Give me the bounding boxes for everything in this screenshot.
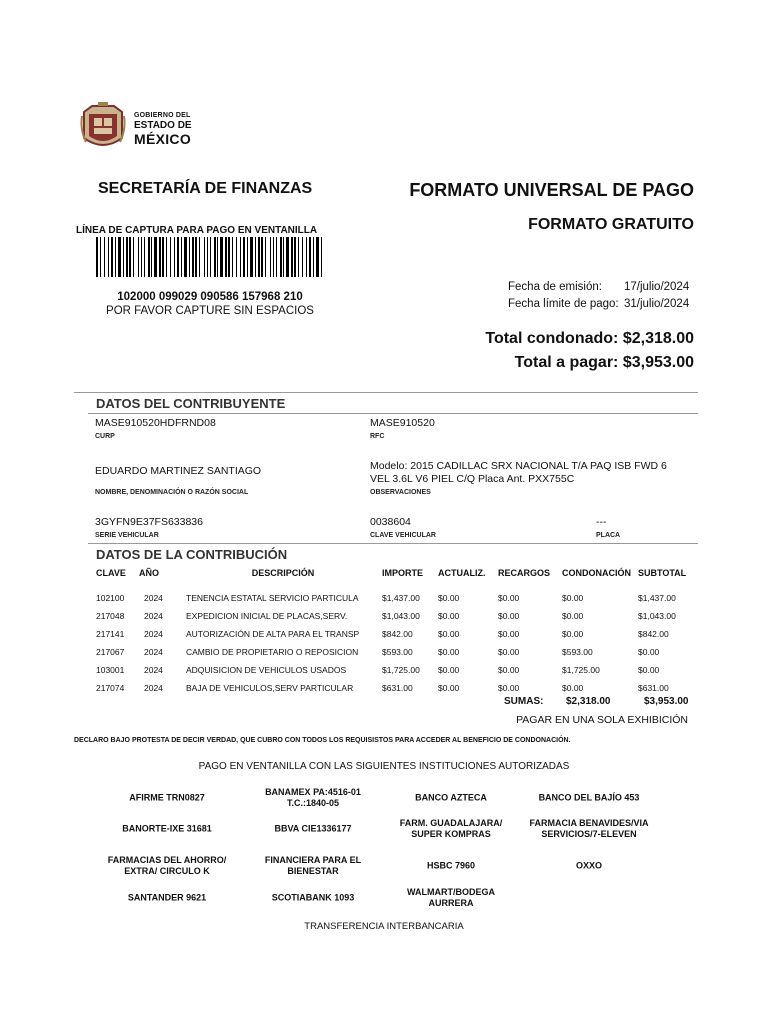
table-row [88, 643, 696, 661]
placa-label: PLACA [596, 532, 621, 539]
table-cell: 217067 [96, 647, 125, 657]
barcode-bar [126, 237, 128, 277]
column-header: CLAVE [96, 568, 126, 578]
logo-line-1: GOBIERNO DEL [134, 112, 191, 119]
barcode-bar [313, 237, 314, 277]
barcode-bar [225, 237, 227, 277]
observaciones-label: OBSERVACIONES [370, 489, 431, 496]
barcode-bar [144, 237, 145, 277]
table-header-row [88, 567, 696, 589]
fecha-limite-label: Fecha límite de pago: [508, 298, 619, 310]
institucion-item: FARMACIAS DEL AHORRO/ EXTRA/ CIRCULO K [107, 855, 227, 876]
barcode-bar [162, 237, 164, 277]
table-row [88, 679, 696, 697]
table-cell: $0.00 [438, 683, 460, 693]
clave-vehicular-value: 0038604 [370, 516, 411, 528]
table-cell: $0.00 [498, 647, 520, 657]
estado-de-mexico-logo [80, 102, 126, 154]
barcode-bar [220, 237, 223, 277]
table-cell: $1,725.00 [562, 665, 600, 675]
linea-captura-title: LÍNEA DE CAPTURA PARA PAGO EN VENTANILLA [76, 225, 318, 236]
barcode-bar [232, 237, 233, 277]
column-header: AÑO [139, 568, 159, 578]
barcode-bar [170, 237, 171, 277]
barcode-bar [96, 237, 98, 277]
barcode-bar [240, 237, 241, 277]
table-cell: $593.00 [562, 647, 593, 657]
barcode-bar [276, 237, 277, 277]
institucion-item: OXXO [575, 860, 602, 871]
table-cell: $0.00 [498, 629, 520, 639]
table-cell: $0.00 [438, 629, 460, 639]
table-cell: $842.00 [638, 629, 669, 639]
institucion-item: BANAMEX PA:4516-01 T.C.:1840-05 [265, 787, 361, 808]
table-cell: 103001 [96, 665, 125, 675]
barcode-bar [148, 237, 150, 277]
table-cell: $1,043.00 [382, 611, 420, 621]
table-cell: TENENCIA ESTATAL SERVICIO PARTICULA [186, 593, 359, 603]
barcode-bar [111, 237, 113, 277]
barcode-bar [177, 237, 179, 277]
table-cell: $1,437.00 [382, 593, 420, 603]
table-cell: $593.00 [382, 647, 413, 657]
table-row [88, 625, 696, 643]
institucion-item: BBVA CIE1336177 [274, 823, 352, 834]
document-title: FORMATO UNIVERSAL DE PAGO [409, 180, 694, 200]
barcode-bar [154, 237, 157, 277]
institucion-item: BANCO AZTECA [415, 792, 487, 803]
institucion-item: BANORTE-IXE 31681 [122, 823, 212, 834]
secretaria-title: SECRETARÍA DE FINANZAS [98, 180, 313, 197]
table-cell: 217074 [96, 683, 125, 693]
barcode-bar [104, 237, 105, 277]
institucion-item: AFIRME TRN0827 [129, 792, 205, 803]
table-cell: AUTORIZACIÓN DE ALTA PARA EL TRANSP [186, 629, 360, 639]
institucion-item: FARM. GUADALAJARA/ SUPER KOMPRAS [399, 818, 503, 839]
total-a-pagar: Total a pagar: $3,953.00 [514, 354, 694, 371]
table-cell: 2024 [144, 647, 163, 657]
table-cell: ADQUISICION DE VEHICULOS USADOS [186, 665, 347, 675]
table-row [88, 607, 696, 625]
barcode-bar [309, 237, 311, 277]
table-row [88, 589, 696, 607]
barcode-bar [265, 237, 266, 277]
column-header: ACTUALIZ. [438, 568, 486, 578]
contribuyente-section-title: DATOS DEL CONTRIBUYENTE [96, 396, 286, 411]
sumas-condonacion: $2,318.00 [566, 696, 611, 707]
table-cell: $0.00 [638, 647, 660, 657]
fechas-block [508, 279, 689, 313]
nombre-label: NOMBRE, DENOMINACIÓN O RAZÓN SOCIAL [95, 489, 249, 496]
barcode-bar [174, 237, 175, 277]
table-row [88, 661, 696, 679]
section-divider [88, 543, 698, 544]
table-cell: 217048 [96, 611, 125, 621]
table-cell: 2024 [144, 683, 163, 693]
table-cell: CAMBIO DE PROPIETARIO O REPOSICION [186, 647, 359, 657]
table-cell: BAJA DE VEHICULOS,SERV PARTICULAR [186, 683, 354, 693]
institucion-item: BANCO DEL BAJÍO 453 [538, 792, 640, 803]
table-cell: $0.00 [638, 665, 660, 675]
document-subtitle: FORMATO GRATUITO [528, 216, 694, 233]
barcode-bar [255, 237, 256, 277]
barcode-bar [166, 237, 167, 277]
gobierno-logo-text [134, 112, 192, 146]
barcode-bar [141, 237, 142, 277]
barcode-bar [302, 237, 303, 277]
total-condonado: Total condonado: $2,318.00 [485, 330, 694, 347]
barcode-bar [108, 237, 109, 277]
table-cell: $0.00 [438, 647, 460, 657]
barcode-bar [210, 237, 211, 277]
curp-value: MASE910520HDFRND08 [95, 417, 216, 429]
barcode-bar [270, 237, 271, 277]
linea-captura-number: 102000 099029 090586 157968 210 [117, 291, 303, 303]
table-cell: $0.00 [498, 593, 520, 603]
barcode-bar [151, 237, 152, 277]
barcode-bar [100, 237, 101, 277]
table-cell: $1,725.00 [382, 665, 420, 675]
table-cell: $0.00 [562, 593, 584, 603]
table-cell: $631.00 [382, 683, 413, 693]
table-cell: $0.00 [562, 629, 584, 639]
institucion-item: SANTANDER 9621 [127, 892, 207, 903]
table-cell: $1,043.00 [638, 611, 676, 621]
barcode-bar [321, 237, 322, 277]
barcode-bar [298, 237, 299, 277]
institucion-item: FARMACIA BENAVIDES/VIA SERVICIOS/7-ELEVEN [529, 818, 649, 839]
barcode-bar [181, 237, 182, 277]
capture-instruction: POR FAVOR CAPTURE SIN ESPACIOS [106, 305, 314, 317]
barcode-bar [133, 237, 134, 277]
barcode-bar [286, 237, 289, 277]
barcode-bar [306, 237, 307, 277]
nombre-value: EDUARDO MARTINEZ SANTIAGO [95, 465, 262, 477]
fecha-emision-value: 17/julio/2024 [624, 281, 690, 293]
barcode-bar [192, 237, 194, 277]
table-cell: 2024 [144, 593, 163, 603]
table-cell: $1,437.00 [638, 593, 676, 603]
observaciones-value: Modelo: 2015 CADILLAC SRX NACIONAL T/A PAQ ISB FWD 6 VEL 3.6L V6 PIEL C/Q Placa Ant. PXX755C [370, 460, 667, 485]
fecha-emision-label: Fecha de emisión: [508, 281, 602, 293]
serie-vehicular-value: 3GYFN9E37FS633836 [95, 516, 203, 528]
table-cell: $0.00 [498, 665, 520, 675]
table-cell: $0.00 [438, 593, 460, 603]
barcode-bar [228, 237, 230, 277]
rfc-label: RFC [370, 433, 385, 440]
serie-vehicular-label: SERIE VEHICULAR [95, 532, 159, 539]
totales-block [485, 327, 694, 375]
table-cell: $0.00 [498, 611, 520, 621]
curp-label: CURP [95, 433, 115, 440]
barcode-bar [159, 237, 161, 277]
table-cell: EXPEDICION INICIAL DE PLACAS,SERV. [186, 611, 348, 621]
rfc-value: MASE910520 [370, 417, 435, 429]
barcode-bar [283, 237, 284, 277]
table-cell: 217141 [96, 629, 125, 639]
institucion-item: HSBC 7960 [426, 860, 476, 871]
barcode-bar [123, 237, 124, 277]
section-divider [88, 413, 698, 414]
barcode-bar [294, 237, 296, 277]
barcode-bar [243, 237, 245, 277]
barcode-bar [250, 237, 253, 277]
column-header: IMPORTE [382, 568, 424, 578]
barcode-bar [184, 237, 187, 277]
pago-ventanilla-title: PAGO EN VENTANILLA CON LAS SIGUIENTES INSTITUCIONES AUTORIZADAS [198, 761, 570, 772]
barcode-bar [195, 237, 197, 277]
institucion-item: WALMART/BODEGA AURRERA [407, 887, 495, 908]
table-cell: $0.00 [562, 611, 584, 621]
barcode-bar [129, 237, 131, 277]
barcode-bar [214, 237, 216, 277]
barcode-bar [204, 237, 205, 277]
contribucion-section-title: DATOS DE LA CONTRIBUCIÓN [96, 547, 288, 562]
barcode-bar [273, 237, 274, 277]
table-cell: $0.00 [438, 611, 460, 621]
barcode-bar [207, 237, 208, 277]
table-cell: $631.00 [638, 683, 669, 693]
table-cell: $0.00 [498, 683, 520, 693]
institucion-item: SCOTIABANK 1093 [271, 892, 355, 903]
barcode-bar [291, 237, 293, 277]
sumas-subtotal: $3,953.00 [644, 696, 689, 707]
barcode-bar [258, 237, 260, 277]
barcode-bar [316, 237, 319, 277]
pagar-sola-exhibicion: PAGAR EN UNA SOLA EXHIBICIÓN [516, 714, 688, 726]
contribucion-table [88, 567, 696, 697]
transferencia-interbancaria: TRANSFERENCIA INTERBANCARIA [304, 921, 464, 932]
barcode-bar [217, 237, 218, 277]
barcode-bar [138, 237, 139, 277]
barcode-bar [115, 237, 116, 277]
logo-line-3: MÉXICO [134, 131, 192, 147]
logo-line-2: ESTADO DE [134, 120, 192, 131]
column-header: DESCRIPCIÓN [251, 568, 315, 578]
barcode [96, 237, 324, 277]
sumas-label: SUMAS: [504, 696, 544, 707]
barcode-bar [189, 237, 190, 277]
barcode-bar [118, 237, 121, 277]
table-cell: $0.00 [562, 683, 584, 693]
table-cell: $842.00 [382, 629, 413, 639]
barcode-bar [280, 237, 282, 277]
barcode-bar [236, 237, 237, 277]
table-cell: $0.00 [438, 665, 460, 675]
fecha-limite-value: 31/julio/2024 [624, 298, 690, 310]
table-cell: 2024 [144, 629, 163, 639]
column-header: CONDONACIÓN [562, 568, 631, 578]
barcode-bar [247, 237, 248, 277]
table-cell: 102100 [96, 593, 125, 603]
section-divider [74, 392, 698, 393]
column-header: RECARGOS [498, 568, 551, 578]
barcode-bar [261, 237, 263, 277]
placa-value: --- [596, 516, 607, 528]
declaracion-text: DECLARO BAJO PROTESTA DE DECIR VERDAD, QUE CUBRO CON TODOS LOS REQUISISTOS PARA ACCEDER AL BENEFICIO DE CONDONACIÓN. [74, 737, 571, 744]
clave-vehicular-label: CLAVE VEHICULAR [370, 532, 436, 539]
table-cell: 2024 [144, 665, 163, 675]
institucion-item: FINANCIERA PARA EL BIENESTAR [264, 855, 362, 876]
barcode-bar [199, 237, 200, 277]
table-cell: 2024 [144, 611, 163, 621]
column-header: SUBTOTAL [638, 568, 687, 578]
